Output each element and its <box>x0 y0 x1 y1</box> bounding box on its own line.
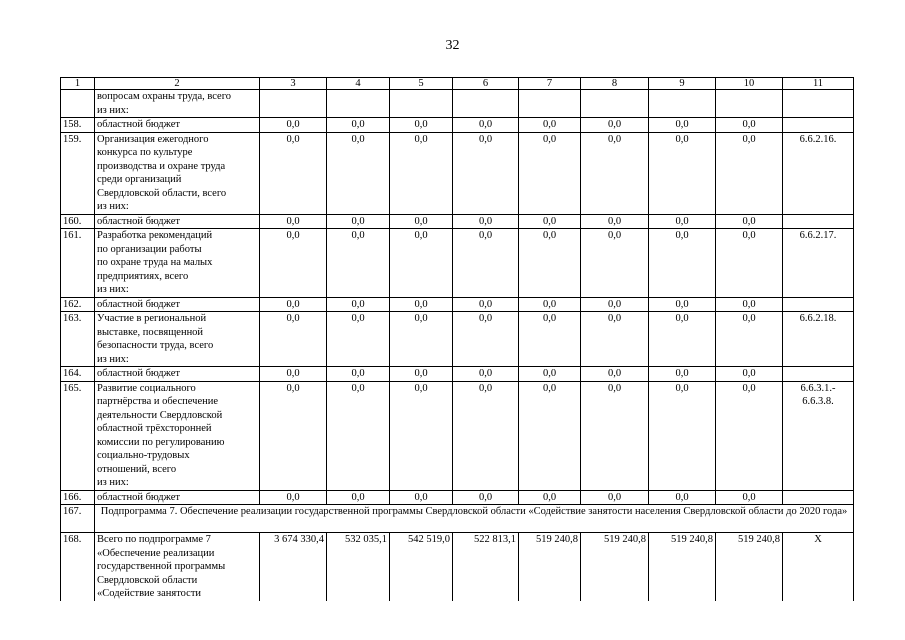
amount-cell: 0,0 <box>649 312 716 367</box>
row-number: 159. <box>61 132 95 214</box>
row-description: Развитие социального партнёрства и обеспечение деятельности Свердловской областной трёхсторонней комиссии по регулированию социально-трудовых отношений, всего из них: <box>95 381 260 490</box>
amount-cell: 0,0 <box>716 297 783 312</box>
amount-cell: 0,0 <box>260 297 327 312</box>
column-header: 8 <box>581 78 649 90</box>
amount-cell: 0,0 <box>716 229 783 298</box>
table-row <box>61 381 854 490</box>
amount-cell: 0,0 <box>716 490 783 505</box>
column-header: 6 <box>453 78 519 90</box>
amount-cell: 0,0 <box>649 118 716 133</box>
row-number: 162. <box>61 297 95 312</box>
table-row <box>61 229 854 298</box>
column-header: 7 <box>519 78 581 90</box>
amount-cell: 0,0 <box>327 214 390 229</box>
column-header: 5 <box>390 78 453 90</box>
row-description: Организация ежегодного конкурса по культуре производства и охране труда среди организаций Свердловской области, всего из них: <box>95 132 260 214</box>
table-row-continuation <box>61 90 854 118</box>
table-row <box>61 312 854 367</box>
amount-cell: 0,0 <box>716 367 783 382</box>
amount-cell: 0,0 <box>327 229 390 298</box>
amount-cell: 0,0 <box>453 381 519 490</box>
row-number: 168. <box>61 533 95 602</box>
amount-cell: 0,0 <box>453 132 519 214</box>
row-description: Участие в региональной выставке, посвященной безопасности труда, всего из них: <box>95 312 260 367</box>
amount-cell: 0,0 <box>716 118 783 133</box>
amount-cell: 0,0 <box>390 132 453 214</box>
amount-cell: 0,0 <box>260 214 327 229</box>
amount-cell: 0,0 <box>581 214 649 229</box>
amount-cell: 0,0 <box>649 490 716 505</box>
amount-cell: 0,0 <box>519 312 581 367</box>
amount-cell: 0,0 <box>453 118 519 133</box>
table-header-row <box>61 78 854 90</box>
row-number: 160. <box>61 214 95 229</box>
amount-cell: 0,0 <box>519 132 581 214</box>
amount-cell: 522 813,1 <box>453 533 519 602</box>
amount-cell: 0,0 <box>581 118 649 133</box>
amount-cell: 0,0 <box>716 312 783 367</box>
amount-cell: 0,0 <box>581 367 649 382</box>
measure-code: X <box>783 533 854 602</box>
amount-cell: 532 035,1 <box>327 533 390 602</box>
amount-cell: 0,0 <box>260 229 327 298</box>
amount-cell: 0,0 <box>260 312 327 367</box>
amount-cell: 0,0 <box>390 214 453 229</box>
amount-cell: 0,0 <box>327 381 390 490</box>
amount-cell: 0,0 <box>453 214 519 229</box>
row-description: областной бюджет <box>95 367 260 382</box>
column-header: 1 <box>61 78 95 90</box>
table-row <box>61 367 854 382</box>
amount-cell: 0,0 <box>260 132 327 214</box>
measure-code <box>783 367 854 382</box>
amount-cell: 0,0 <box>649 367 716 382</box>
amount-cell: 0,0 <box>453 229 519 298</box>
amount-cell: 0,0 <box>327 297 390 312</box>
amount-cell: 0,0 <box>453 312 519 367</box>
amount-cell: 0,0 <box>519 490 581 505</box>
amount-cell: 0,0 <box>519 367 581 382</box>
column-header: 4 <box>327 78 390 90</box>
measure-code: 6.6.2.16. <box>783 132 854 214</box>
amount-cell: 0,0 <box>327 312 390 367</box>
column-header: 11 <box>783 78 854 90</box>
measure-code: 6.6.2.17. <box>783 229 854 298</box>
row-number: 158. <box>61 118 95 133</box>
amount-cell: 0,0 <box>716 132 783 214</box>
amount-cell: 0,0 <box>327 118 390 133</box>
measure-code: 6.6.3.1.- 6.6.3.8. <box>783 381 854 490</box>
table-row <box>61 132 854 214</box>
budget-table <box>60 77 854 601</box>
amount-cell: 519 240,8 <box>519 533 581 602</box>
column-header: 9 <box>649 78 716 90</box>
row-description: областной бюджет <box>95 214 260 229</box>
amount-cell: 0,0 <box>453 367 519 382</box>
amount-cell: 0,0 <box>327 367 390 382</box>
amount-cell: 0,0 <box>649 229 716 298</box>
table-row <box>61 490 854 505</box>
amount-cell: 0,0 <box>519 229 581 298</box>
row-number: 167. <box>61 505 95 533</box>
row-description: Разработка рекомендаций по организации работы по охране труда на малых предприятиях, всего из них: <box>95 229 260 298</box>
amount-cell: 0,0 <box>519 214 581 229</box>
measure-code <box>783 118 854 133</box>
amount-cell: 0,0 <box>390 312 453 367</box>
amount-cell: 0,0 <box>260 367 327 382</box>
subprogram-title: Подпрограмма 7. Обеспечение реализации государственной программы Свердловской области «Содействие занятости населения Свердловской области до 2020 года» <box>95 505 854 533</box>
table-row <box>61 297 854 312</box>
amount-cell: 0,0 <box>581 297 649 312</box>
amount-cell: 0,0 <box>716 214 783 229</box>
row-description: областной бюджет <box>95 118 260 133</box>
amount-cell: 0,0 <box>390 367 453 382</box>
amount-cell: 3 674 330,4 <box>260 533 327 602</box>
row-description: вопросам охраны труда, всего из них: <box>95 90 260 118</box>
amount-cell: 0,0 <box>453 297 519 312</box>
column-header: 2 <box>95 78 260 90</box>
measure-code: 6.6.2.18. <box>783 312 854 367</box>
row-description: областной бюджет <box>95 490 260 505</box>
amount-cell: 0,0 <box>649 297 716 312</box>
column-header: 10 <box>716 78 783 90</box>
table-row <box>61 118 854 133</box>
amount-cell: 0,0 <box>519 118 581 133</box>
row-number: 164. <box>61 367 95 382</box>
amount-cell: 0,0 <box>716 381 783 490</box>
amount-cell: 519 240,8 <box>716 533 783 602</box>
amount-cell: 0,0 <box>519 297 581 312</box>
column-header: 3 <box>260 78 327 90</box>
measure-code <box>783 490 854 505</box>
row-number <box>61 90 95 118</box>
amount-cell: 0,0 <box>649 381 716 490</box>
amount-cell: 519 240,8 <box>649 533 716 602</box>
amount-cell: 0,0 <box>581 132 649 214</box>
amount-cell: 0,0 <box>581 229 649 298</box>
amount-cell: 0,0 <box>390 118 453 133</box>
amount-cell: 0,0 <box>581 381 649 490</box>
amount-cell: 0,0 <box>390 229 453 298</box>
amount-cell: 0,0 <box>390 297 453 312</box>
amount-cell: 0,0 <box>581 490 649 505</box>
page-number: 32 <box>445 38 460 53</box>
amount-cell: 542 519,0 <box>390 533 453 602</box>
amount-cell: 0,0 <box>649 132 716 214</box>
table-row <box>61 214 854 229</box>
amount-cell: 0,0 <box>519 381 581 490</box>
amount-cell: 0,0 <box>390 381 453 490</box>
amount-cell: 519 240,8 <box>581 533 649 602</box>
amount-cell: 0,0 <box>453 490 519 505</box>
amount-cell: 0,0 <box>260 490 327 505</box>
amount-cell: 0,0 <box>260 381 327 490</box>
amount-cell: 0,0 <box>581 312 649 367</box>
row-description: областной бюджет <box>95 297 260 312</box>
row-number: 166. <box>61 490 95 505</box>
amount-cell: 0,0 <box>649 214 716 229</box>
row-number: 163. <box>61 312 95 367</box>
amount-cell: 0,0 <box>390 490 453 505</box>
row-description: Всего по подпрограмме 7 «Обеспечение реализации государственной программы Свердловской области «Содействие занятости <box>95 533 260 602</box>
row-number: 161. <box>61 229 95 298</box>
table-row-total <box>61 533 854 602</box>
amount-cell: 0,0 <box>327 490 390 505</box>
row-number: 165. <box>61 381 95 490</box>
subprogram-row <box>61 505 854 533</box>
measure-code <box>783 297 854 312</box>
amount-cell: 0,0 <box>260 118 327 133</box>
amount-cell: 0,0 <box>327 132 390 214</box>
measure-code <box>783 214 854 229</box>
